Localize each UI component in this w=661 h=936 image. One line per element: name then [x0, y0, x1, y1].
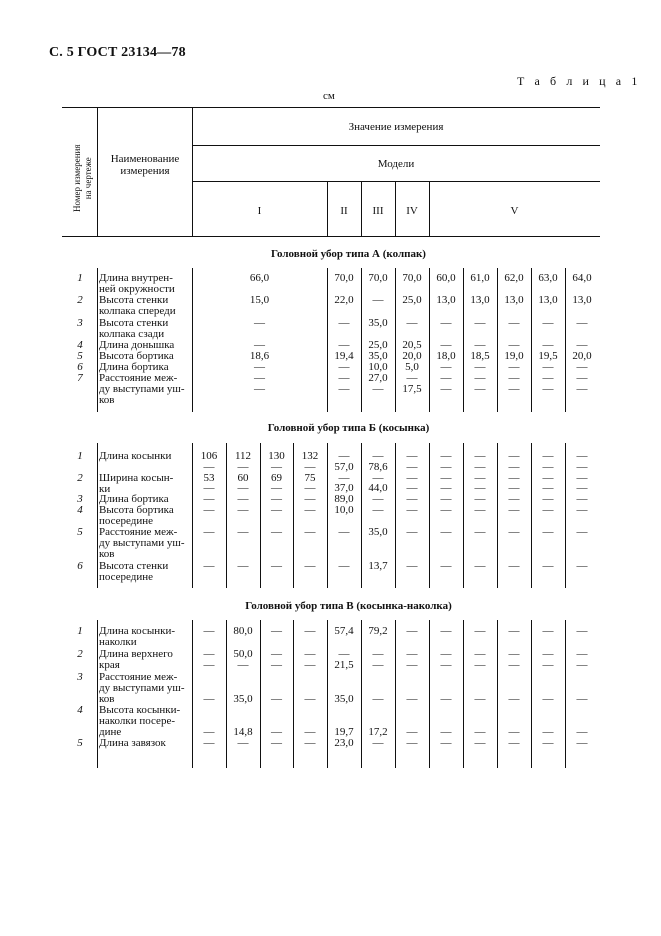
row-b5-value: — [338, 526, 350, 538]
row-b6-value: 13,7 [368, 560, 388, 572]
row-c1-value: — [508, 625, 520, 637]
body-vline-num-C [97, 620, 98, 768]
row-b2-number: 2 [77, 472, 83, 484]
row-c3-value: — [372, 693, 384, 705]
page-header: С. 5 ГОСТ 23134—78 [49, 45, 186, 60]
row-b1-value: — [576, 450, 588, 462]
row-c5-value: — [237, 737, 249, 749]
row-a3-number: 3 [77, 317, 83, 329]
row-a4-value: — [338, 339, 350, 351]
row-c3-value: 35,0 [233, 693, 253, 705]
row-b1-value-2: — [237, 461, 249, 473]
value-group-rule [192, 145, 600, 146]
row-c2-value-2: — [508, 659, 520, 671]
row-a3-value: — [440, 317, 452, 329]
row-a3-value: — [576, 317, 588, 329]
row-a2-number: 2 [77, 294, 83, 306]
row-b5-value: — [508, 526, 520, 538]
row-c3-name: Расстояние меж- ду выступами уш- ков [99, 671, 185, 705]
row-a4-number: 4 [77, 339, 83, 351]
row-a7-value: — [576, 372, 588, 384]
row-b2-value: 69 [271, 472, 282, 484]
row-b5-value: — [440, 526, 452, 538]
row-b3-value: — [576, 493, 588, 505]
row-b2-value: — [372, 472, 384, 484]
row-a5-value: 20,0 [402, 350, 422, 362]
row-c4-value: — [440, 726, 452, 738]
col-name-header: Наименование измерения [110, 153, 180, 177]
row-b5-value: — [203, 526, 215, 538]
row-a7-number: 7 [77, 372, 83, 384]
row-b6-value: — [542, 560, 554, 572]
row-b3-value: — [542, 493, 554, 505]
row-c1-value: — [542, 625, 554, 637]
row-c1-value: — [203, 625, 215, 637]
row-a3-value: — [542, 317, 554, 329]
row-a6-value: — [440, 361, 452, 373]
row-b6-value: — [203, 560, 215, 572]
row-c5-value: — [304, 737, 316, 749]
row-a4-value: — [542, 339, 554, 351]
row-c1-value: — [406, 625, 418, 637]
row-b1-value: — [338, 450, 350, 462]
row-b2-value-2: — [203, 482, 215, 494]
row-c5-value: — [508, 737, 520, 749]
row-a7-value-2: — [254, 383, 265, 395]
row-b4-value: 10,0 [334, 504, 354, 516]
row-b5-value: 35,0 [368, 526, 388, 538]
row-c4-value: — [474, 726, 486, 738]
row-c2-value: — [271, 648, 282, 660]
row-a6-value: 5,0 [405, 361, 419, 373]
row-c2-value: — [338, 648, 350, 660]
row-c2-name: Длина верхнего края [99, 648, 173, 671]
row-a3-value: — [474, 317, 486, 329]
row-b2-value: — [406, 472, 418, 484]
row-b2-value-2: 37,0 [334, 482, 354, 494]
model-III: III [372, 205, 384, 217]
row-b6-name: Высота стенки посередине [99, 560, 169, 583]
row-a2-value: 25,0 [402, 294, 422, 306]
row-c5-value: — [440, 737, 452, 749]
row-a7-value: — [508, 372, 520, 384]
models-header: Модели [377, 158, 415, 170]
row-a6-name: Длина бортика [99, 361, 169, 373]
row-a7-value-2: — [576, 383, 588, 395]
row-c2-number: 2 [77, 648, 83, 660]
row-b6-number: 6 [77, 560, 83, 572]
row-c3-value: 35,0 [334, 693, 354, 705]
row-b4-name: Высота бортика посередине [99, 504, 174, 527]
row-c4-value: — [508, 726, 520, 738]
row-c2-value-2: — [203, 659, 215, 671]
row-a7-value: — [254, 372, 265, 384]
row-b2-value-2: 44,0 [368, 482, 388, 494]
row-c2-value-2: — [271, 659, 282, 671]
row-c3-value: — [271, 693, 282, 705]
row-a2-name: Высота стенки колпака спереди [99, 294, 176, 317]
row-c4-name: Высота косынки- наколки посере- дине [99, 704, 181, 738]
row-c4-value: 17,2 [368, 726, 388, 738]
row-c5-value: — [271, 737, 282, 749]
row-a2-value: 15,0 [249, 294, 270, 306]
row-c4-value: 19,7 [334, 726, 354, 738]
row-b3-value: — [406, 493, 418, 505]
row-a6-value: — [542, 361, 554, 373]
row-b1-value-2: — [474, 461, 486, 473]
row-a7-value: — [474, 372, 486, 384]
row-b5-value: — [474, 526, 486, 538]
row-b4-value: — [440, 504, 452, 516]
row-b1-value: — [372, 450, 384, 462]
row-b5-number: 5 [77, 526, 83, 538]
model-V: V [510, 205, 519, 217]
row-c2-value-2: — [542, 659, 554, 671]
row-a7-value: — [406, 372, 418, 384]
row-b5-value: — [271, 526, 282, 538]
row-a2-value: 13,0 [572, 294, 592, 306]
row-b2-value-2: — [440, 482, 452, 494]
row-b4-value: — [474, 504, 486, 516]
header-vline-1 [97, 107, 98, 237]
row-a4-value: — [440, 339, 452, 351]
row-b1-value: — [508, 450, 520, 462]
row-a1-value: 63,0 [538, 272, 558, 284]
row-a6-value: — [508, 361, 520, 373]
row-b6-value: — [304, 560, 316, 572]
row-c5-value: 23,0 [334, 737, 354, 749]
row-c1-value: — [474, 625, 486, 637]
row-b5-value: — [576, 526, 588, 538]
row-a6-value: — [474, 361, 486, 373]
row-b4-value: — [203, 504, 215, 516]
row-b6-value: — [474, 560, 486, 572]
row-b4-value: — [304, 504, 316, 516]
row-a7-value-2: 17,5 [402, 383, 422, 395]
row-b2-value-2: — [542, 482, 554, 494]
row-b1-value: — [406, 450, 418, 462]
row-a2-value: — [372, 294, 384, 306]
row-b4-value: — [542, 504, 554, 516]
row-b1-value-2: 57,0 [334, 461, 354, 473]
row-b4-value: — [406, 504, 418, 516]
row-b3-value: — [508, 493, 520, 505]
unit-label: см [323, 90, 335, 102]
col-number-header: Номер измерения на чертеже [72, 144, 93, 212]
row-b6-value: — [338, 560, 350, 572]
row-b1-value-2: 78,6 [368, 461, 388, 473]
row-c3-value: — [542, 693, 554, 705]
row-a6-value: 10,0 [368, 361, 388, 373]
header-bottom-rule [62, 236, 600, 237]
row-a1-value: 70,0 [402, 272, 422, 284]
row-b3-value: — [372, 493, 384, 505]
row-b5-value: — [304, 526, 316, 538]
row-c5-name: Длина завязок [99, 737, 166, 749]
row-a3-value: — [508, 317, 520, 329]
row-b3-value: — [237, 493, 249, 505]
row-b6-value: — [440, 560, 452, 572]
row-b5-value: — [406, 526, 418, 538]
row-c1-value: — [271, 625, 282, 637]
row-b6-value: — [576, 560, 588, 572]
row-b5-value: — [542, 526, 554, 538]
row-b2-value: 60 [237, 472, 249, 484]
row-a1-value: 64,0 [572, 272, 592, 284]
row-a6-value: — [338, 361, 350, 373]
row-c4-value: — [203, 726, 215, 738]
row-a1-value: 66,0 [249, 272, 270, 284]
row-a4-name: Длина донышка [99, 339, 175, 351]
row-b1-value-2: — [576, 461, 588, 473]
row-b3-value: — [271, 493, 282, 505]
row-a1-value: 62,0 [504, 272, 524, 284]
row-c2-value: — [474, 648, 486, 660]
row-c4-number: 4 [77, 704, 83, 716]
row-a5-name: Высота бортика [99, 350, 174, 362]
row-c4-value: — [406, 726, 418, 738]
row-a1-value: 70,0 [334, 272, 354, 284]
row-b2-value-2: — [271, 482, 282, 494]
body-vline-num-A [97, 268, 98, 412]
model-I: I [257, 205, 262, 217]
row-a1-value: 60,0 [436, 272, 456, 284]
row-a5-value: 18,0 [436, 350, 456, 362]
row-b1-value-2: — [203, 461, 215, 473]
row-c3-value: — [440, 693, 452, 705]
row-b3-value: — [474, 493, 486, 505]
row-b2-value-2: — [406, 482, 418, 494]
row-b1-number: 1 [77, 450, 83, 462]
row-c2-value: — [576, 648, 588, 660]
row-b2-value-2: — [576, 482, 588, 494]
model-II: II [340, 205, 348, 217]
row-c2-value: — [508, 648, 520, 660]
row-b1-value: — [474, 450, 486, 462]
row-b1-value-2: — [440, 461, 452, 473]
row-b2-value: — [576, 472, 588, 484]
row-a7-value-2: — [474, 383, 486, 395]
row-a5-value: 20,0 [572, 350, 592, 362]
row-c2-value-2: — [576, 659, 588, 671]
row-a6-value: — [254, 361, 265, 373]
row-a3-name: Высота стенки колпака сзади [99, 317, 169, 340]
row-a1-number: 1 [77, 272, 83, 284]
row-b3-number: 3 [77, 493, 83, 505]
row-a4-value: 20,5 [402, 339, 422, 351]
row-b5-name: Расстояние меж- ду выступами уш- ков [99, 526, 185, 560]
body-vline-num-B [97, 443, 98, 588]
row-c3-value: — [474, 693, 486, 705]
row-c5-value: — [203, 737, 215, 749]
row-b3-value: — [304, 493, 316, 505]
row-b2-name: Ширина косын- ки [99, 472, 174, 495]
row-b2-value: — [542, 472, 554, 484]
row-a3-value: — [406, 317, 418, 329]
row-c2-value: — [304, 648, 316, 660]
row-c1-value: — [304, 625, 316, 637]
table-top-rule [62, 107, 600, 108]
row-b4-value: — [508, 504, 520, 516]
row-a6-value: — [576, 361, 588, 373]
row-a3-value: — [338, 317, 350, 329]
row-a7-value-2: — [508, 383, 520, 395]
row-c3-value: — [304, 693, 316, 705]
row-c3-value: — [508, 693, 520, 705]
row-a1-value: 70,0 [368, 272, 388, 284]
row-c1-value: 57,4 [334, 625, 354, 637]
row-c3-value: — [406, 693, 418, 705]
row-a7-name: Расстояние меж- ду выступами уш- ков [99, 372, 185, 406]
row-c2-value-2: — [440, 659, 452, 671]
row-c5-number: 5 [77, 737, 83, 749]
row-c1-value: 80,0 [233, 625, 253, 637]
row-a7-value-2: — [338, 383, 350, 395]
row-c4-value: — [542, 726, 554, 738]
row-c4-value: — [271, 726, 282, 738]
row-c2-value-2: — [406, 659, 418, 671]
row-b2-value: — [440, 472, 452, 484]
row-b6-value: — [406, 560, 418, 572]
row-c4-value: 14,8 [233, 726, 253, 738]
model-IV: IV [406, 205, 418, 217]
row-b3-value: — [440, 493, 452, 505]
row-c1-value: 79,2 [368, 625, 388, 637]
row-c2-value: — [203, 648, 215, 660]
row-a4-value: — [508, 339, 520, 351]
row-c2-value: 50,0 [233, 648, 253, 660]
row-b1-value-2: — [542, 461, 554, 473]
row-b2-value-2: — [237, 482, 249, 494]
row-b1-value-2: — [271, 461, 282, 473]
row-b1-value: 130 [268, 450, 285, 462]
row-c5-value: — [542, 737, 554, 749]
row-a5-value: 35,0 [368, 350, 388, 362]
row-a7-value-2: — [440, 383, 452, 395]
row-a4-value: — [576, 339, 588, 351]
row-b6-value: — [508, 560, 520, 572]
row-b2-value-2: — [304, 482, 316, 494]
row-a7-value: — [542, 372, 554, 384]
row-a5-number: 5 [77, 350, 83, 362]
row-a7-value: 27,0 [368, 372, 388, 384]
row-a4-value: — [254, 339, 265, 351]
row-b4-value: — [576, 504, 588, 516]
row-c2-value-2: — [474, 659, 486, 671]
row-c5-value: — [406, 737, 418, 749]
row-c2-value-2: — [237, 659, 249, 671]
row-b2-value: 53 [203, 472, 215, 484]
row-b1-value: — [440, 450, 452, 462]
row-a5-value: 19,0 [504, 350, 524, 362]
row-a1-value: 61,0 [470, 272, 490, 284]
row-c2-value: — [372, 648, 384, 660]
row-b2-value: — [508, 472, 520, 484]
section-title-c: Головной убор типа В (косынка-наколка) [245, 600, 452, 612]
row-c2-value-2: — [304, 659, 316, 671]
row-c5-value: — [576, 737, 588, 749]
row-b3-value: 89,0 [334, 493, 354, 505]
row-b4-value: — [271, 504, 282, 516]
row-a4-value: — [474, 339, 486, 351]
row-c2-value: — [406, 648, 418, 660]
row-a5-value: 18,6 [249, 350, 270, 362]
section-title-b: Головной убор типа Б (косынка) [267, 422, 430, 434]
row-a7-value-2: — [542, 383, 554, 395]
row-c3-value: — [203, 693, 215, 705]
row-b1-value: — [542, 450, 554, 462]
row-a5-value: 19,5 [538, 350, 558, 362]
row-b2-value: — [338, 472, 350, 484]
row-b3-name: Длина бортика [99, 493, 169, 505]
row-a2-value: 13,0 [470, 294, 490, 306]
row-b1-value-2: — [304, 461, 316, 473]
row-b2-value: 75 [304, 472, 316, 484]
row-b2-value-2: — [508, 482, 520, 494]
row-c2-value: — [440, 648, 452, 660]
row-b1-value: 112 [234, 450, 252, 462]
row-b4-value: — [237, 504, 249, 516]
row-c1-number: 1 [77, 625, 83, 637]
row-b1-value-2: — [406, 461, 418, 473]
row-c4-value: — [576, 726, 588, 738]
row-b6-value: — [271, 560, 282, 572]
row-a6-number: 6 [77, 361, 83, 373]
row-a4-value: 25,0 [368, 339, 388, 351]
table-label: Т а б л и ц а 1 [517, 74, 641, 88]
row-b3-value: — [203, 493, 215, 505]
row-a7-value-2: — [372, 383, 384, 395]
row-c1-value: — [440, 625, 452, 637]
section-title-a: Головной убор типа А (колпак) [271, 248, 426, 260]
row-a1-name: Длина внутрен- ней окружности [99, 272, 175, 295]
row-c3-number: 3 [77, 671, 83, 683]
row-a5-value: 19,4 [334, 350, 354, 362]
row-c5-value: — [372, 737, 384, 749]
row-b4-value: — [372, 504, 384, 516]
row-b2-value: — [474, 472, 486, 484]
row-b4-number: 4 [77, 504, 83, 516]
row-a3-value: — [254, 317, 265, 329]
row-b1-value-2: — [508, 461, 520, 473]
row-c1-value: — [576, 625, 588, 637]
row-c2-value-2: — [372, 659, 384, 671]
row-c3-value: — [576, 693, 588, 705]
row-a7-value: — [338, 372, 350, 384]
value-group-header: Значение измерения [348, 121, 444, 133]
row-b1-value: 106 [200, 450, 218, 462]
row-b1-name: Длина косынки [99, 450, 172, 462]
row-b5-value: — [237, 526, 249, 538]
row-a2-value: 13,0 [436, 294, 456, 306]
row-a7-value: — [440, 372, 452, 384]
models-rule [192, 181, 600, 182]
row-b6-value: — [237, 560, 249, 572]
row-a3-value: 35,0 [368, 317, 388, 329]
row-c2-value: — [542, 648, 554, 660]
row-a2-value: 22,0 [334, 294, 354, 306]
row-c1-name: Длина косынки- наколки [99, 625, 176, 648]
row-c2-value-2: 21,5 [334, 659, 354, 671]
row-a5-value: 18,5 [470, 350, 490, 362]
row-a2-value: 13,0 [504, 294, 524, 306]
row-c4-value: — [304, 726, 316, 738]
row-b2-value-2: — [474, 482, 486, 494]
row-b1-value: 132 [301, 450, 319, 462]
row-a2-value: 13,0 [538, 294, 558, 306]
row-c5-value: — [474, 737, 486, 749]
